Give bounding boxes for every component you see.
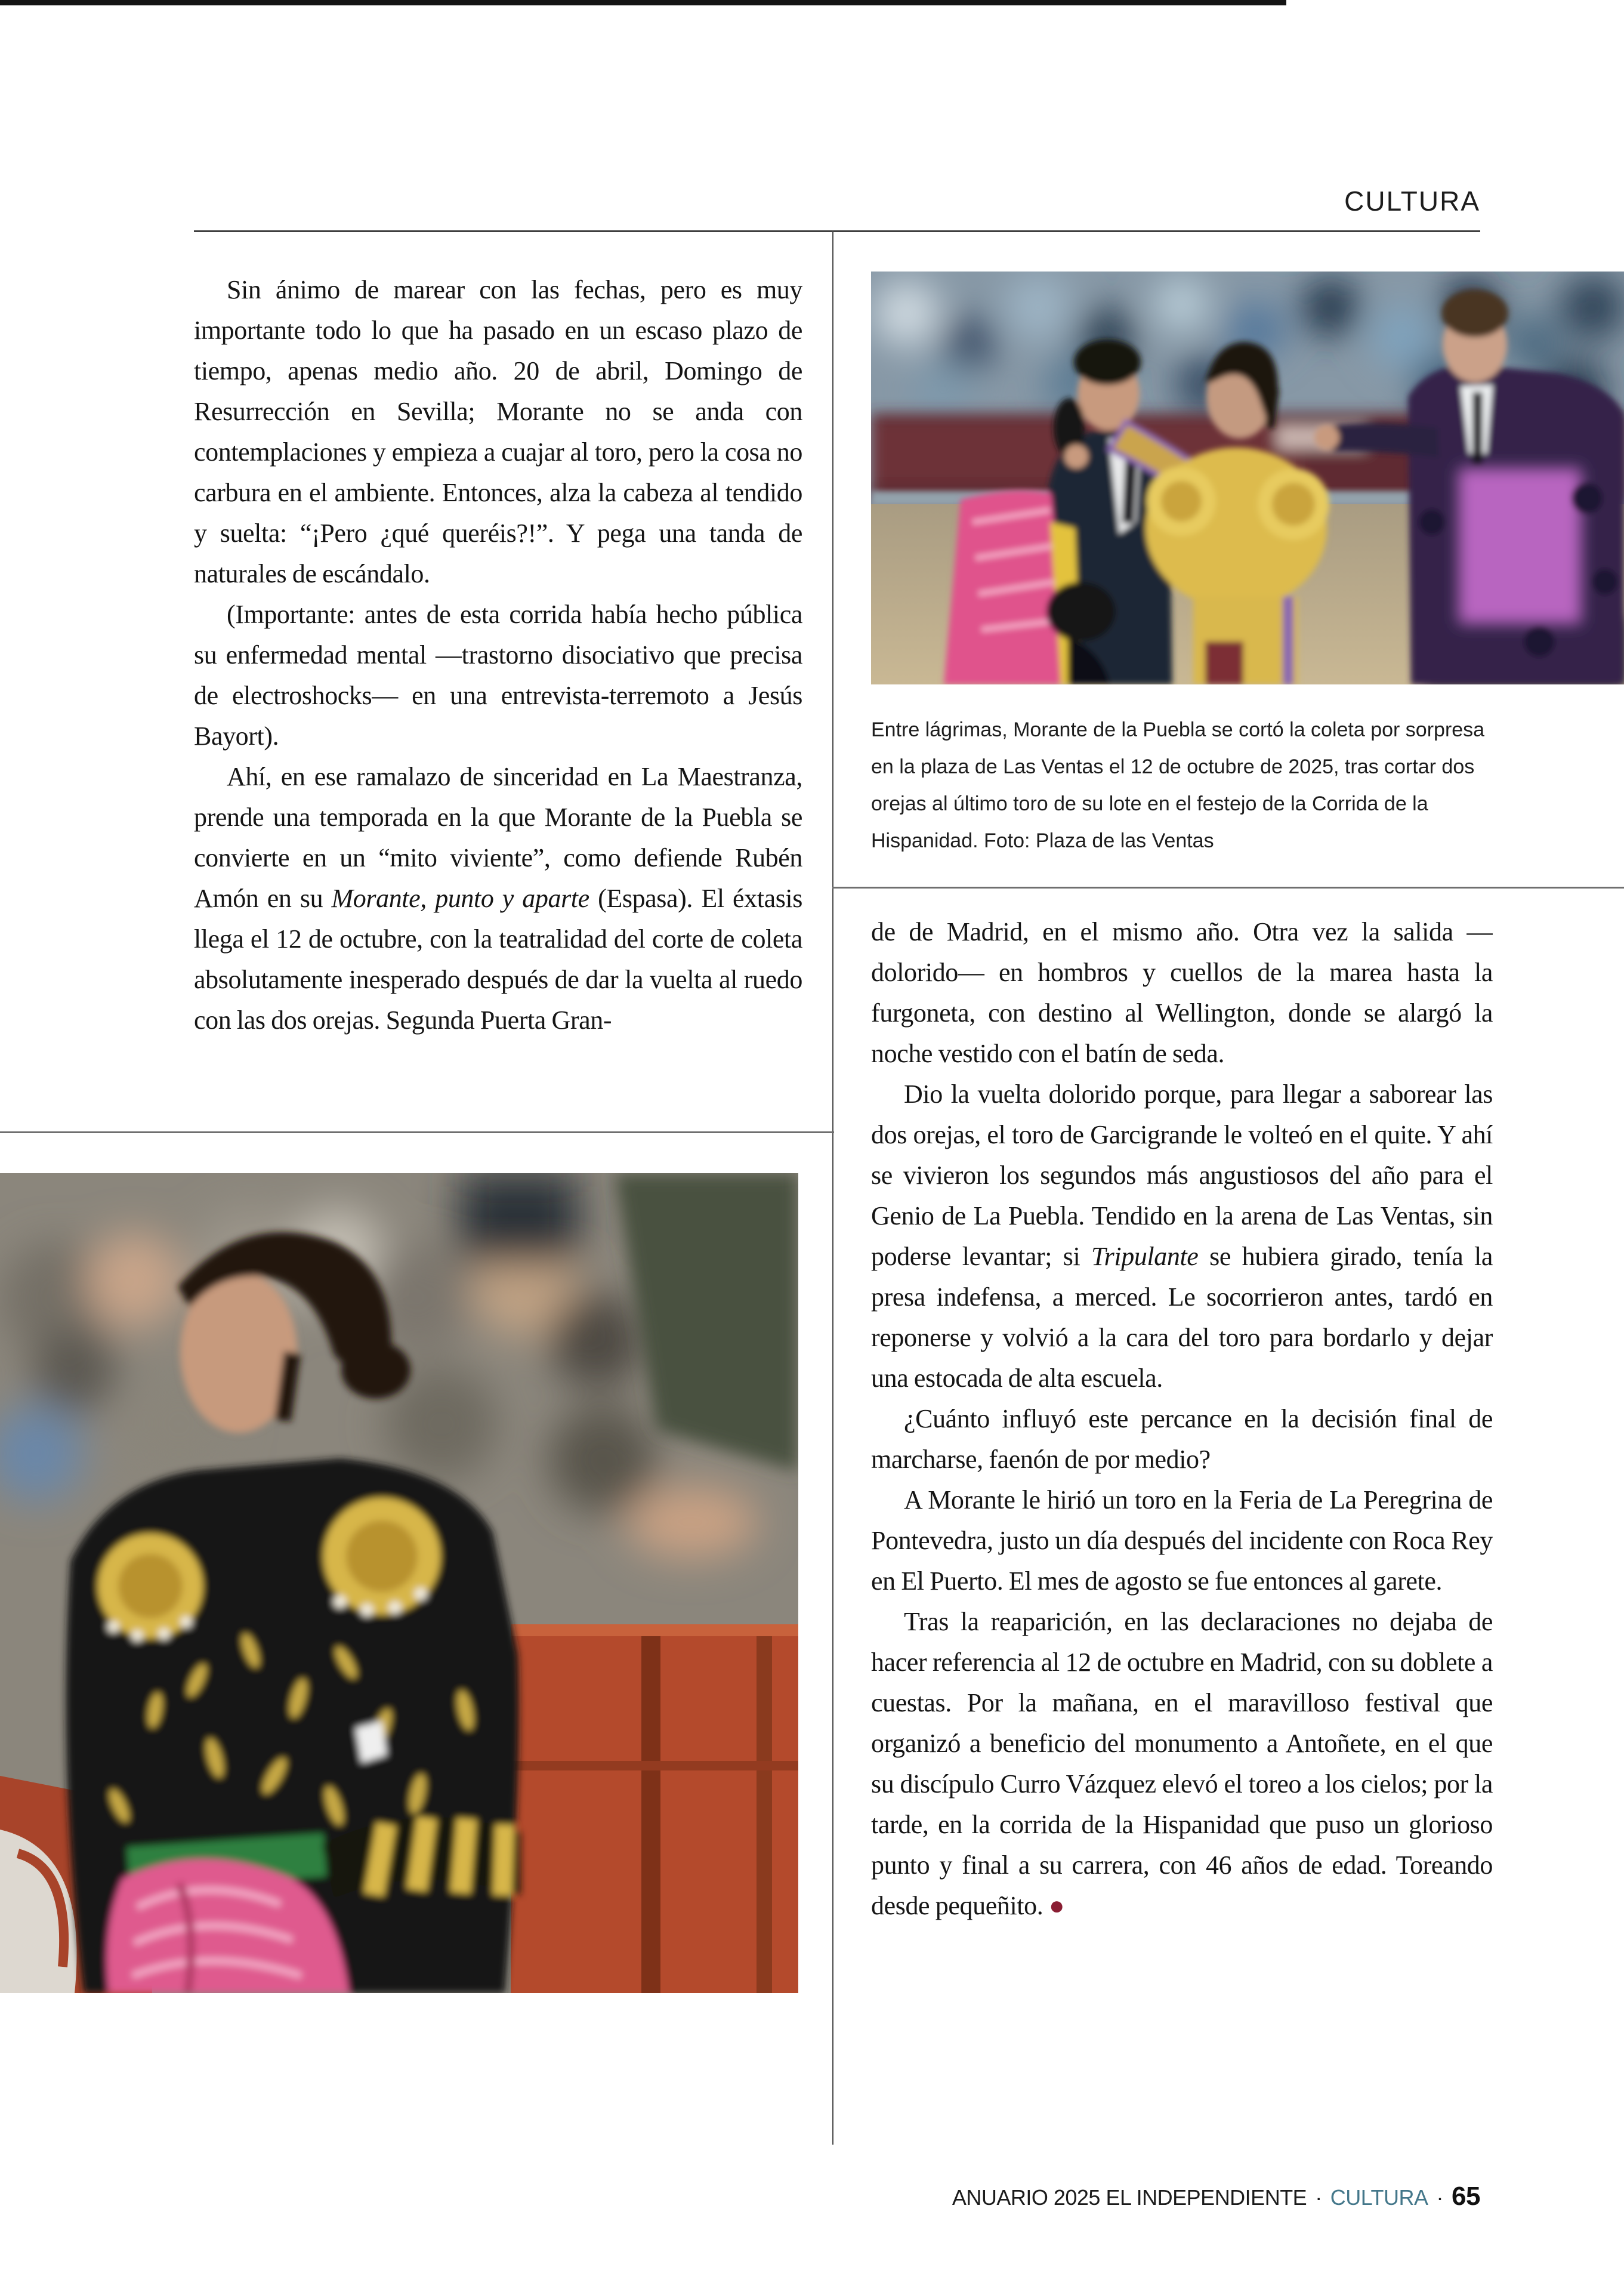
paragraph: Tras la reaparición, en las declaraciones no dejaba de hacer referencia al 12 de octubre en Madrid, con su doblete a cuestas. Por la mañana, en el maravilloso festival que organizó a beneficio del monumento a Antoñete, en el que su discípulo Curro Vázquez elevó el toreo a los cielos; por la tarde, en la corrida de la Hispanidad que puso un glorioso punto y final a su carrera, con 46 años de edad. Toreando desde pequeñito. ● bbox=[871, 1607, 1493, 1920]
paragraph: ¿Cuánto influyó este percance en la decisión final de marcharse, faenón de por medio? bbox=[871, 1404, 1493, 1474]
column-divider-rule bbox=[832, 230, 833, 2145]
footer bbox=[952, 2181, 1480, 2213]
footer-section-label: CULTURA bbox=[1330, 2185, 1428, 2210]
paragraph: Ahí, en ese ramalazo de sinceridad en La Maestranza, prende una temporada en la que Morante de la Puebla se convierte en un “mito viviente”, como defiende Rubén Amón en su Morante, punto y aparte (Espasa). El éxtasis llega el 12 de octubre, con la teatralidad del corte de coleta absolutamente inesperado después de dar la vuelta al ruedo con las dos orejas. Segunda Puerta Gran- bbox=[194, 762, 802, 1035]
portrait-photo-illustration bbox=[0, 1173, 798, 1993]
footer-separator: · bbox=[1436, 2185, 1444, 2210]
article-right-column bbox=[871, 912, 1493, 2083]
footer-separator: · bbox=[1315, 2185, 1322, 2210]
caption-bottom-rule bbox=[832, 887, 1624, 889]
paragraph: Sin ánimo de marear con las fechas, pero es muy importante todo lo que ha pasado en un escaso plazo de tiempo, apenas medio año. 20 de abril, Domingo de Resurrección en Sevilla; Morante no se anda con contemplaciones y empieza a cuajar al toro, pero la cosa no carbura en el ambiente. Entonces, alza la cabeza al tendido y suelta: “¡Pero ¿qué queréis?!”. Y pega una tanda de naturales de escándalo. bbox=[194, 275, 802, 588]
paragraph: de de Madrid, en el mismo año. Otra vez la salida —dolorido— en hombros y cuellos de la marea hasta la furgoneta, con destino al Wellington, donde se alargó la noche vestido con el batín de seda. bbox=[871, 917, 1493, 1068]
header-rule bbox=[194, 230, 1480, 232]
article-left-column bbox=[194, 270, 802, 1112]
arena-photo-illustration bbox=[871, 272, 1624, 684]
photo-caption: Entre lágrimas, Morante de la Puebla se cortó la coleta por sorpresa en la plaza de Las Ventas el 12 de octubre de 2025, tras cortar dos orejas al último toro de su lote en el festejo de la Corrida de la Hispanidad. Foto: Plaza de las Ventas bbox=[871, 718, 1485, 852]
section-label: CULTURA bbox=[1344, 186, 1480, 217]
left-column-bottom-rule bbox=[0, 1131, 834, 1133]
paragraph: (Importante: antes de esta corrida había hecho pública su enfermedad mental —trastorno disociativo que precisa de electroshocks— en una entrevista-terremoto a Jesús Bayort). bbox=[194, 600, 802, 751]
footer-rule bbox=[0, 0, 1286, 5]
paragraph: A Morante le hirió un toro en la Feria de La Peregrina de Pontevedra, justo un día después del incidente con Roca Rey en El Puerto. El mes de agosto se fue entonces al garete. bbox=[871, 1485, 1493, 1596]
photo-coleta-las-ventas bbox=[871, 272, 1624, 684]
photo-morante-portrait bbox=[0, 1173, 798, 1993]
footer-publication: ANUARIO 2025 EL INDEPENDIENTE bbox=[952, 2185, 1307, 2210]
page-number: 65 bbox=[1452, 2182, 1480, 2211]
paragraph: Dio la vuelta dolorido porque, para llegar a saborear las dos orejas, el toro de Garcigrande le volteó en el quite. Y ahí se vivieron los segundos más angustiosos del año para el Genio de La Puebla. Tendido en la arena de Las Ventas, sin poderse levantar; si Tripulante se hubiera girado, tenía la presa indefensa, a merced. Le socorrieron antes, tardó en reponerse y volvió a la cara del toro para bordarlo y dejar una estocada de alta escuela. bbox=[871, 1079, 1493, 1393]
